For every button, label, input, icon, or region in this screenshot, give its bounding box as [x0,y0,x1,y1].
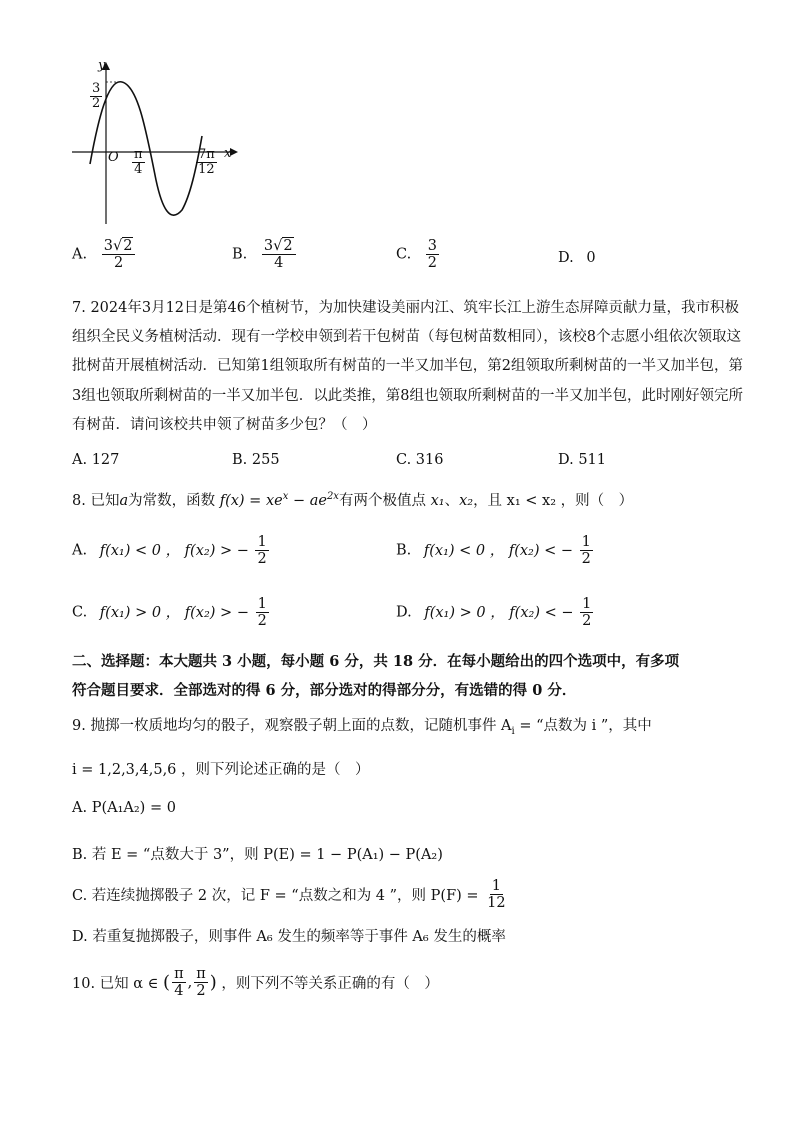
q7-option-b[interactable]: B. 255 [232,452,280,468]
q9-option-a[interactable]: A. P(A₁A₂) = 0 [72,800,176,816]
graph-y-label: y [98,58,106,73]
sine-curve [90,82,202,215]
q7-line-2: 组织全民义务植树活动．现有一学校申领到若干包树苗（每包树苗数相同），该校8个志愿小组依次领取这 [72,329,741,345]
graph-tick-7pi-12: $\frac{7\pi}{12}$ [198,147,215,177]
q9-option-c[interactable]: C. 若连续抛掷骰子 2 次，记 F = “点数之和为 4 ”，则 P(F) = $\frac{1}{12}$ [72,878,506,911]
q7-option-d[interactable]: D. 511 [558,452,607,468]
section2-heading-2: 符合题目要求．全部选对的得 6 分，部分选对的得部分分，有选错的得 0 分． [72,682,577,699]
q8-option-b[interactable]: B. f(x₁) < 0 ， f(x₂) < − $\frac{1}{2}$ [396,534,591,567]
q6-option-a[interactable]: A. $\frac{3√2}{2}$ [72,238,137,271]
graph-tick-pi-quarter: $\frac{\pi}{4}$ [134,147,143,177]
q9-option-b[interactable]: B. 若 E = “点数大于 3”，则 P(E) = 1 − P(A₁) − P(A₂) [72,847,443,863]
graph-origin: O [108,150,119,165]
q9-option-d[interactable]: D. 若重复抛掷骰子，则事件 A₆ 发生的频率等于事件 A₆ 发生的概率 [72,929,506,945]
q7-option-c[interactable]: C. 316 [396,452,444,468]
q7-line-4: 3组也领取所剩树苗的一半又加半包．以此类推，第8组也领取所剩树苗的一半又加半包，此时刚好领完所 [72,388,743,404]
q9-line-1: 9. 抛掷一枚质地均匀的骰子，观察骰子朝上面的点数，记随机事件 $A_i$ = “点数为 i ”，其中 [72,718,652,737]
section2-heading-1: 二、选择题：本大题共 3 小题，每小题 6 分，共 18 分．在每小题给出的四个选项中，有多项 [72,653,680,670]
q6-option-d[interactable]: D. 0 [558,250,596,266]
graph-x-label: x [224,146,232,161]
q6-option-c[interactable]: C. $\frac{3}{2}$ [396,238,438,271]
q8-option-c[interactable]: C. f(x₁) > 0 ， f(x₂) > − $\frac{1}{2}$ [72,596,267,629]
q10-stem: 10. 已知 α ∈ ( $\frac{\pi}{4}$ , $\frac{\pi}{2}$ ) ，则下列不等关系正确的有（ ） [72,966,439,999]
q8-stem: 8. 已知a为常数，函数 $f(x) = xe^x - ae^{2x}$有两个极值点 x₁、x₂，且 x₁ < x₂ ，则（ ） [72,491,634,509]
q7-line-3: 批树苗开展植树活动．已知第1组领取所有树苗的一半又加半包，第2组领取所剩树苗的一半又加半包，第 [72,358,743,374]
q7-line-1: 7. 2024年3月12日是第46个植树节，为加快建设美丽内江、筑牢长江上游生态屏障贡献力量，我市积极 [72,300,739,316]
q8-option-a[interactable]: A. f(x₁) < 0 ， f(x₂) > − $\frac{1}{2}$ [72,534,267,567]
q7-line-5: 有树苗．请问该校共申领了树苗多少包？（ ） [72,417,377,433]
q9-line-2: i = 1,2,3,4,5,6 ，则下列论述正确的是（ ） [72,762,370,778]
q7-option-a[interactable]: A. 127 [72,452,120,468]
q6-option-b[interactable]: B. $\frac{3√2}{4}$ [232,238,298,271]
q8-option-d[interactable]: D. f(x₁) > 0 ， f(x₂) < − $\frac{1}{2}$ [396,596,592,629]
graph-tick-three-halves: $\frac{3}{2}$ [92,81,101,111]
